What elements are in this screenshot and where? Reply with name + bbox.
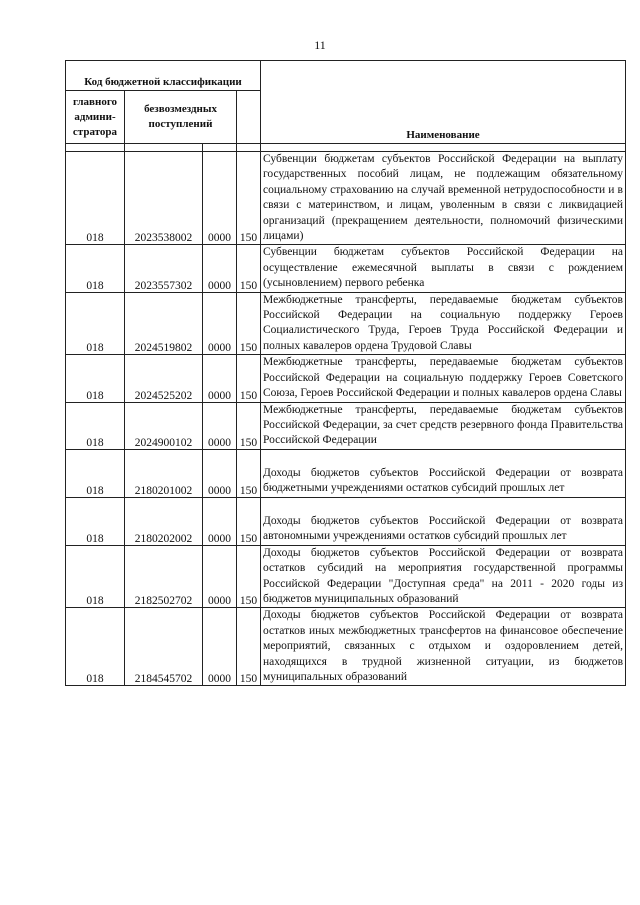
classification-code: 2023557302 <box>125 245 203 292</box>
kind-code: 150 <box>237 292 261 355</box>
table-row <box>66 497 626 545</box>
row-name: Межбюджетные трансферты, передаваемые бюджетам субъектов Российской Федерации, за счет средств резервного фонда Правительства Российской Федерации <box>261 402 626 449</box>
table-row <box>66 608 626 686</box>
table-row <box>66 292 626 355</box>
classification-code: 2180202002 <box>125 497 203 545</box>
header-free-receipts: безвозмездных поступлений <box>125 91 237 144</box>
classification-code: 2180201002 <box>125 449 203 497</box>
classification-code: 2024519802 <box>125 292 203 355</box>
row-name: Межбюджетные трансферты, передаваемые бюджетам субъектов Российской Федерации на социальную поддержку Героев Советского Союза, Героев Российской Федерации и полных кавалеров ордена Славы <box>261 355 626 402</box>
header-blank <box>237 91 261 144</box>
budget-classification-table <box>65 60 626 686</box>
subtype-code: 0000 <box>203 245 237 292</box>
classification-code: 2024525202 <box>125 355 203 402</box>
table-row <box>66 449 626 497</box>
spacer-cell <box>125 144 203 152</box>
page-number: 11 <box>314 38 326 52</box>
admin-code: 018 <box>66 292 125 355</box>
row-name: Доходы бюджетов субъектов Российской Федерации от возврата бюджетными учреждениями остатков субсидий прошлых лет <box>261 449 626 497</box>
table-row <box>66 402 626 449</box>
admin-code: 018 <box>66 545 125 608</box>
table-row <box>66 545 626 608</box>
admin-code: 018 <box>66 402 125 449</box>
subtype-code: 0000 <box>203 449 237 497</box>
kind-code: 150 <box>237 402 261 449</box>
table-row <box>66 355 626 402</box>
kind-code: 150 <box>237 608 261 686</box>
admin-code: 018 <box>66 608 125 686</box>
spacer-cell <box>203 144 237 152</box>
kind-code: 150 <box>237 152 261 245</box>
subtype-code: 0000 <box>203 497 237 545</box>
spacer-cell <box>261 144 626 152</box>
subtype-code: 0000 <box>203 402 237 449</box>
kind-code: 150 <box>237 449 261 497</box>
classification-code: 2184545702 <box>125 608 203 686</box>
subtype-code: 0000 <box>203 292 237 355</box>
row-name: Субвенции бюджетам субъектов Российской Федерации на выплату государственных пособий лицам, не подлежащим обязательному социальному страхованию на случай временной нетрудоспособности и в связи с материнством, и лицам, уволенным в связи с ликвидацией организаций (прекращением деятельности, полномочий физическими лицами) <box>261 152 626 245</box>
kind-code: 150 <box>237 545 261 608</box>
kind-code: 150 <box>237 245 261 292</box>
admin-code: 018 <box>66 449 125 497</box>
row-name: Межбюджетные трансферты, передаваемые бюджетам субъектов Российской Федерации на социальную поддержку Героев Социалистического Труда, Героев Труда Российской Федерации и полных кавалеров ордена Трудовой Славы <box>261 292 626 355</box>
classification-code: 2023538002 <box>125 152 203 245</box>
header-admin: главного админи-стратора <box>66 91 125 144</box>
header-name: Наименование <box>261 61 626 144</box>
kind-code: 150 <box>237 355 261 402</box>
classification-code: 2182502702 <box>125 545 203 608</box>
subtype-code: 0000 <box>203 152 237 245</box>
admin-code: 018 <box>66 497 125 545</box>
admin-code: 018 <box>66 355 125 402</box>
row-name: Доходы бюджетов субъектов Российской Федерации от возврата остатков иных межбюджетных трансфертов на финансовое обеспечение мероприятий, связанных с отдыхом и оздоровлением детей, находящихся в трудной жизненной ситуации, из бюджетов муниципальных образований <box>261 608 626 686</box>
admin-code: 018 <box>66 245 125 292</box>
classification-code: 2024900102 <box>125 402 203 449</box>
subtype-code: 0000 <box>203 355 237 402</box>
spacer-cell <box>237 144 261 152</box>
admin-code: 018 <box>66 152 125 245</box>
subtype-code: 0000 <box>203 608 237 686</box>
spacer-cell <box>66 144 125 152</box>
row-name: Доходы бюджетов субъектов Российской Федерации от возврата остатков субсидий на мероприятия государственной программы Российской Федерации "Доступная среда" на 2011 - 2020 годы из бюджетов муниципальных образований <box>261 545 626 608</box>
row-name: Доходы бюджетов субъектов Российской Федерации от возврата автономными учреждениями остатков субсидий прошлых лет <box>261 497 626 545</box>
table-row <box>66 152 626 245</box>
row-name: Субвенции бюджетам субъектов Российской Федерации на осуществление ежемесячной выплаты в связи с рождением (усыновлением) первого ребенка <box>261 245 626 292</box>
kind-code: 150 <box>237 497 261 545</box>
subtype-code: 0000 <box>203 545 237 608</box>
table-row <box>66 245 626 292</box>
header-code-group: Код бюджетной классификации <box>66 61 261 91</box>
